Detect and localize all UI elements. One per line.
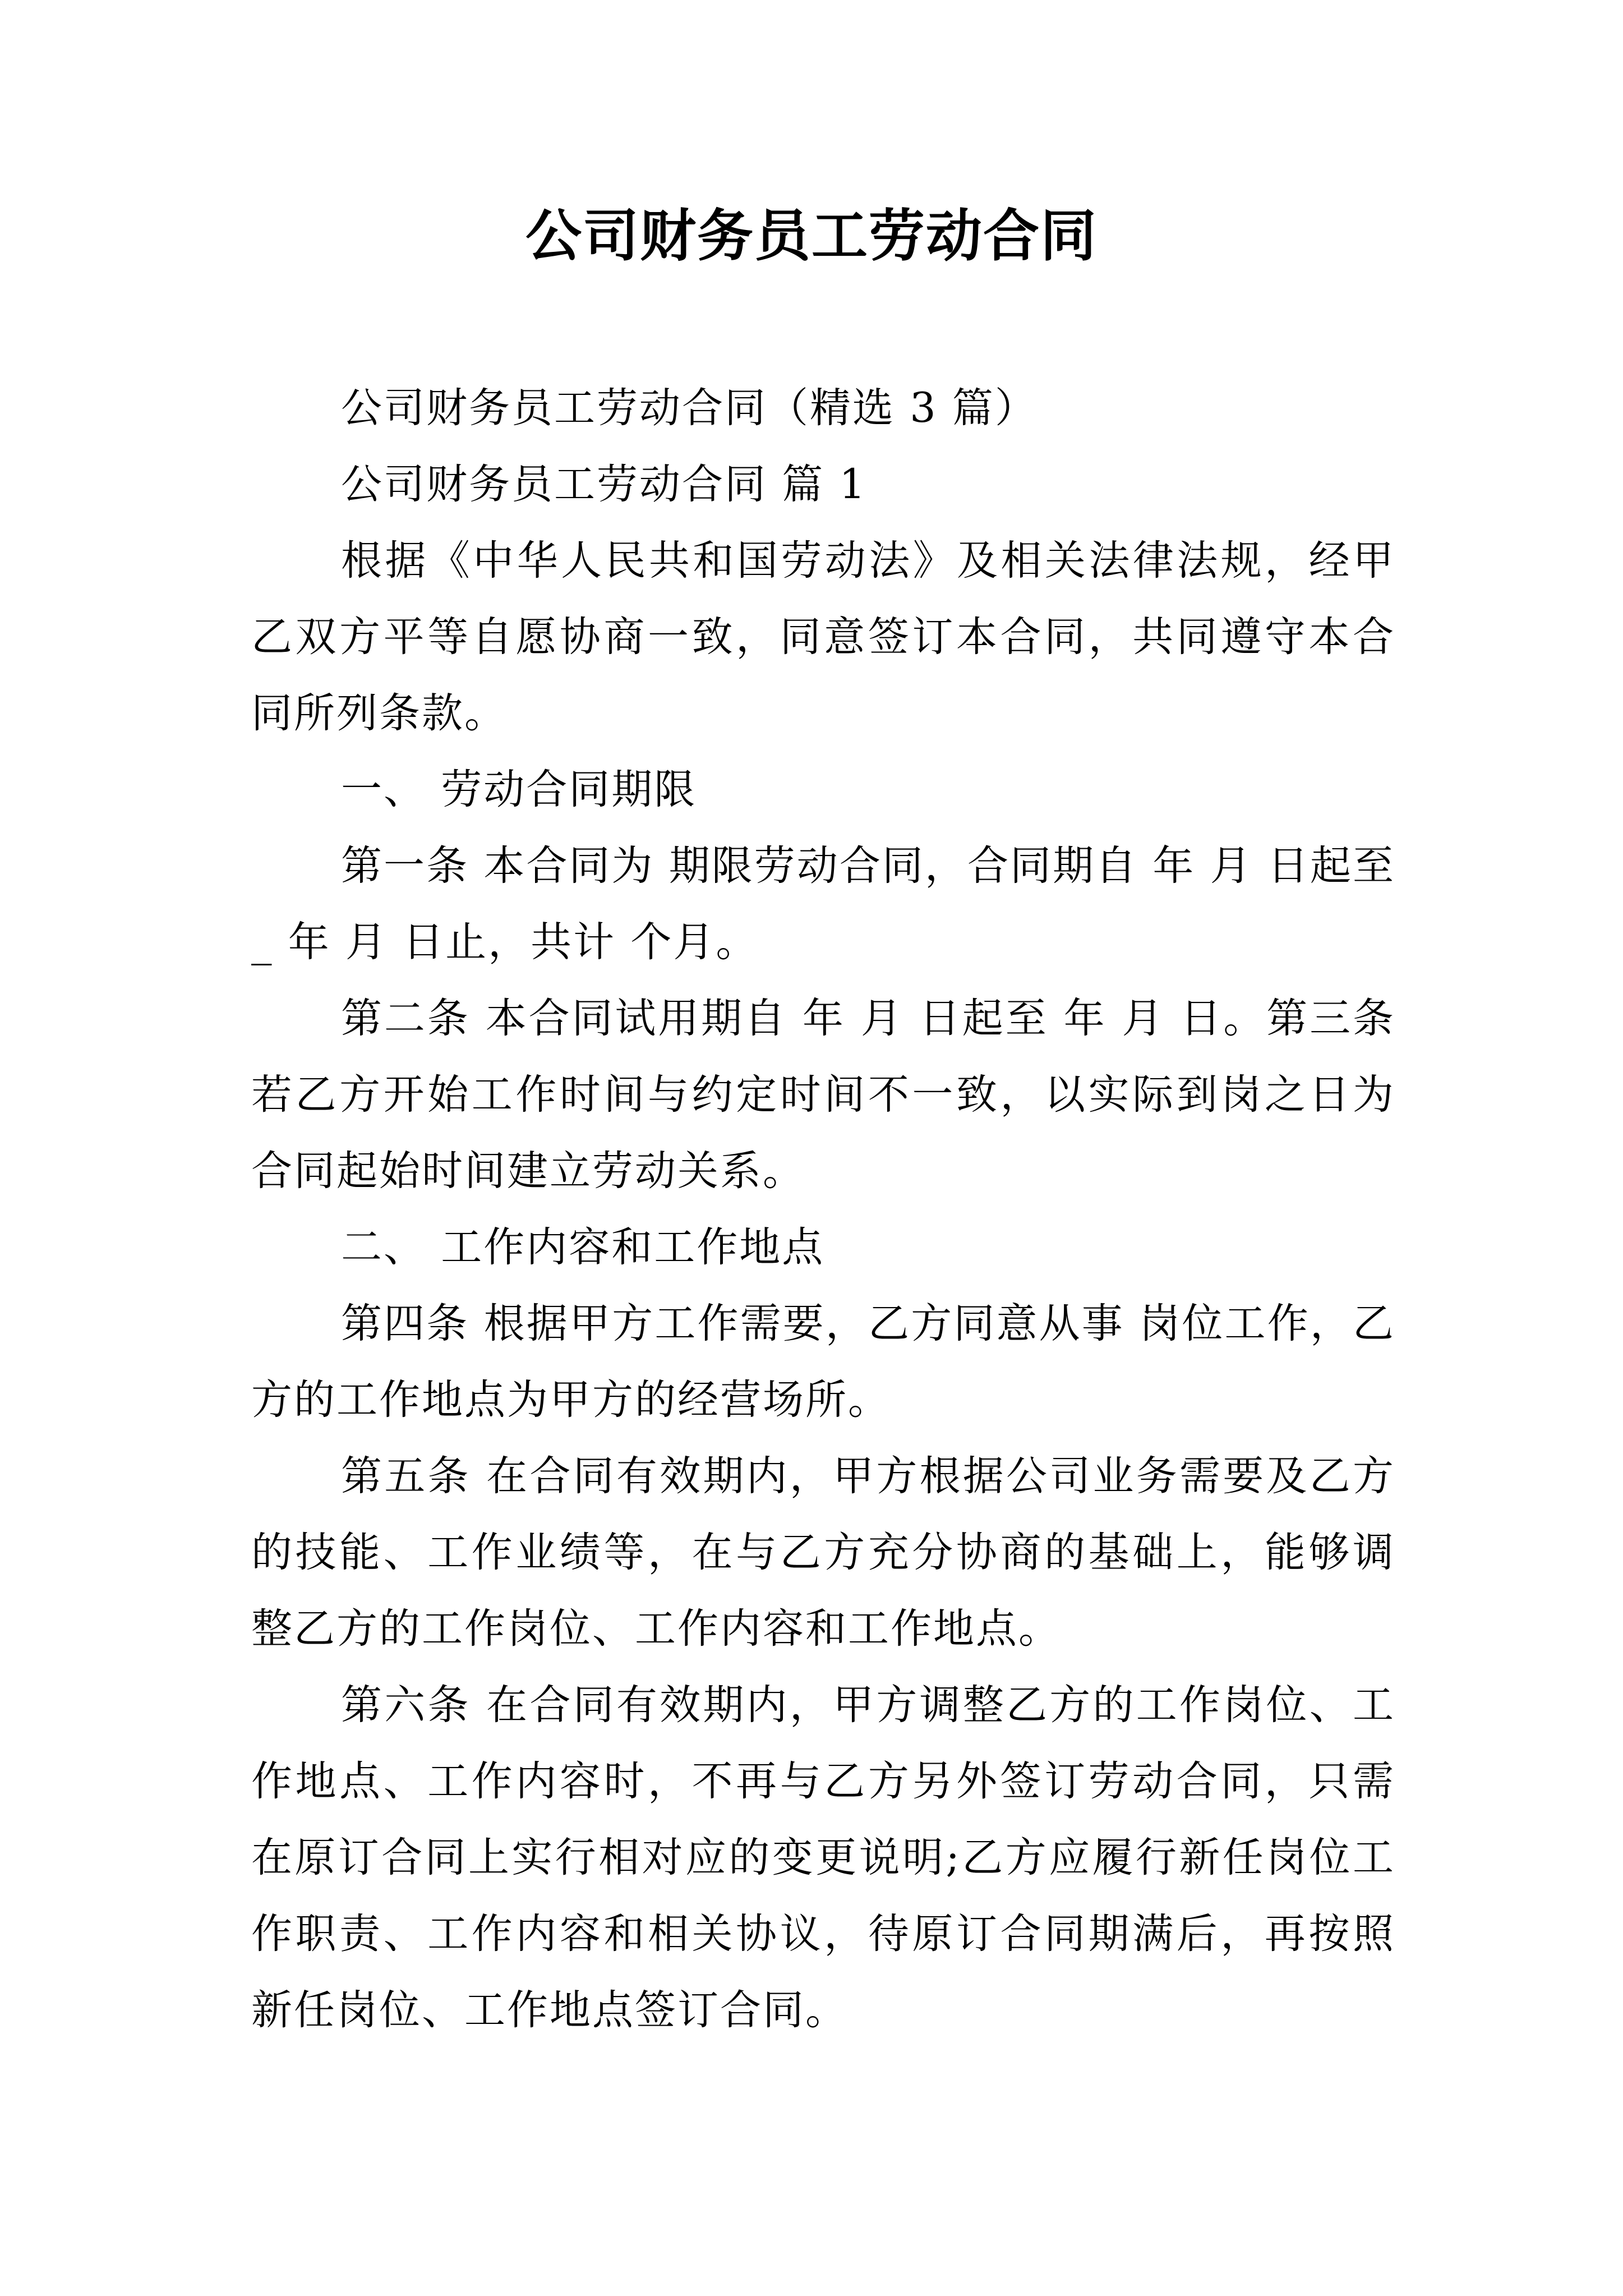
paragraph-article-2-3: 第二条 本合同试用期自 年 月 日起至 年 月 日。第三条 若乙方开始工作时间与约定时间不一致，以实际到岗之日为合同起始时间建立劳动关系。 (251, 995, 1395, 1195)
paragraph-article-4: 第四条 根据甲方工作需要，乙方同意从事 岗位工作，乙方的工作地点为甲方的经营场所。 (251, 1300, 1395, 1424)
paragraph-article-1: 第一条 本合同为 期限劳动合同，合同期自 年 月 日起至 _ 年 月 日止，共计 个月。 (251, 842, 1395, 966)
paragraph-subtitle: 公司财务员工劳动合同（精选 3 篇） (341, 384, 1038, 432)
document-title: 公司财务员工劳动合同 (525, 203, 1098, 269)
section-heading-work-content: 二、 工作内容和工作地点 (341, 1223, 825, 1271)
paragraph-article-5: 第五条 在合同有效期内，甲方根据公司业务需要及乙方的技能、工作业绩等，在与乙方充分协商的基础上，能够调整乙方的工作岗位、工作内容和工作地点。 (251, 1452, 1395, 1653)
paragraph-part-heading: 公司财务员工劳动合同 篇 1 (341, 461, 867, 508)
document-body (251, 370, 1395, 2049)
paragraph-preamble: 根据《中华人民共和国劳动法》及相关法律法规，经甲乙双方平等自愿协商一致，同意签订本合同，共同遵守本合同所列条款。 (251, 537, 1395, 737)
paragraph-article-6: 第六条 在合同有效期内，甲方调整乙方的工作岗位、工作地点、工作内容时，不再与乙方另外签订劳动合同，只需在原订合同上实行相对应的变更说明;乙方应履行新任岗位工作职责、工作内容和相关协议，待原订合同期满后，再按照新任岗位、工作地点签订合同。 (251, 1681, 1395, 2034)
section-heading-contract-term: 一、 劳动合同期限 (341, 766, 697, 813)
